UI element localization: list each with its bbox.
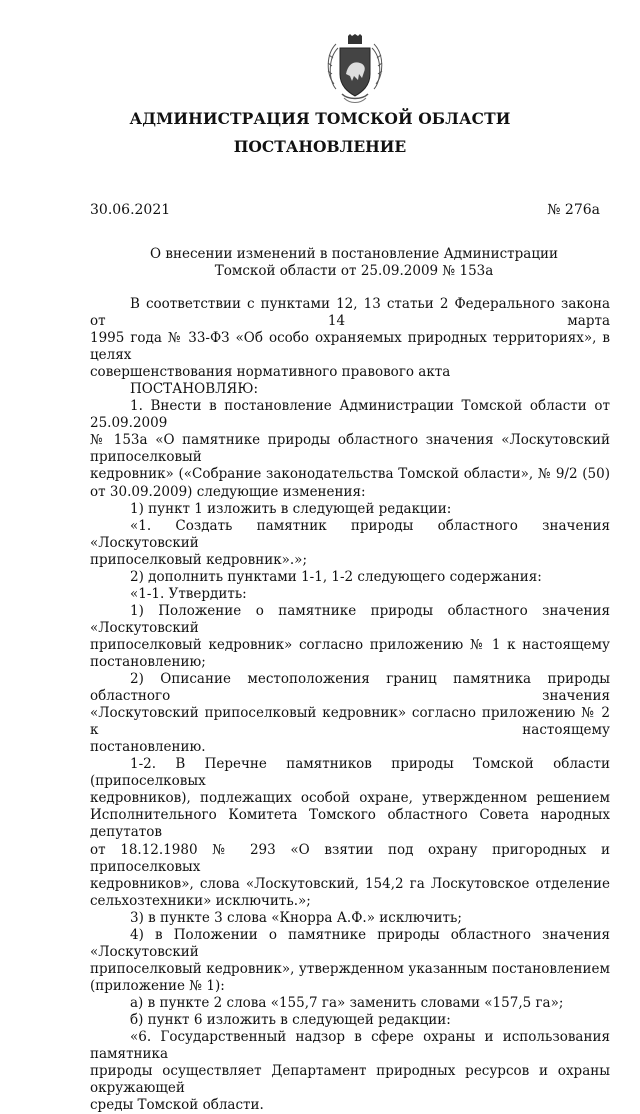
body-line: 1) пункт 1 изложить в следующей редакции:: [130, 500, 452, 517]
body-line: припоселковый кедровник» согласно приложению № 1 к настоящему постановлению;: [90, 636, 610, 670]
body-line: природы осуществляет Департамент природных ресурсов и охраны окружающей: [90, 1063, 610, 1097]
body-line: сельхозтехники» исключить.»;: [90, 892, 311, 909]
organization-title: АДМИНИСТРАЦИЯ ТОМСКОЙ ОБЛАСТИ: [129, 109, 511, 128]
document-type: ПОСТАНОВЛЕНИЕ: [233, 137, 407, 156]
body-line: 2) Описание местоположения границ памятника природы областного значения: [90, 671, 610, 705]
body-line: 1995 года № 33-ФЗ «Об особо охраняемых природных территориях», в целях: [90, 330, 610, 364]
body-line: кедровников), подлежащих особой охране, утвержденном решением: [90, 790, 610, 807]
document-number: № 276а: [547, 202, 600, 218]
body-line: Исполнительного Комитета Томского областного Совета народных депутатов: [90, 807, 610, 841]
body-line: 1-2. В Перечне памятников природы Томской области (припоселковых: [90, 756, 610, 790]
subject-line: Томской области от 25.09.2009 № 153а: [214, 263, 494, 279]
document-body: [90, 296, 610, 1114]
coat-of-arms-emblem: [322, 34, 388, 106]
body-line: кедровников», слова «Лоскутовский, 154,2 га Лоскутовское отделение: [90, 875, 610, 892]
body-line: «1. Создать памятник природы областного значения «Лоскутовский: [90, 517, 610, 551]
body-line: 1. Внести в постановление Администрации Томской области от 25.09.2009: [90, 398, 610, 432]
document-date: 30.06.2021: [90, 202, 171, 218]
body-line: кедровник» («Собрание законодательства Томской области», № 9/2 (50): [90, 466, 610, 483]
document-subject: [0, 246, 640, 280]
body-line: «1-1. Утвердить:: [130, 585, 247, 602]
body-line: припоселковый кедровник».»;: [90, 551, 307, 568]
body-line: № 153а «О памятнике природы областного значения «Лоскутовский припоселковый: [90, 432, 610, 466]
body-line: «6. Государственный надзор в сфере охраны и использования памятника: [90, 1029, 610, 1063]
body-line: от 30.09.2009) следующие изменения:: [90, 483, 366, 500]
body-line: среды Томской области.: [90, 1097, 264, 1114]
subject-line: О внесении изменений в постановление Администрации: [150, 246, 558, 262]
body-line: В соответствии с пунктами 12, 13 статьи 2 Федерального закона от 14 марта: [90, 296, 610, 330]
body-line: совершенствования нормативного правового акта: [90, 364, 451, 381]
body-line: припоселковый кедровник», утвержденном указанным постановлением: [90, 960, 610, 977]
body-line: 1) Положение о памятнике природы областного значения «Лоскутовский: [90, 602, 610, 636]
body-line: 2) дополнить пунктами 1-1, 1-2 следующего содержания:: [130, 568, 542, 585]
body-line: б) пункт 6 изложить в следующей редакции:: [130, 1011, 451, 1028]
decree-word: ПОСТАНОВЛЯЮ:: [130, 381, 258, 398]
body-line: от 18.12.1980 № 293 «О взятии под охрану пригородных и припоселковых: [90, 841, 610, 875]
body-line: «Лоскутовский припоселковый кедровник» согласно приложению № 2 к настоящему: [90, 705, 610, 739]
body-line: а) в пункте 2 слова «155,7 га» заменить словами «157,5 га»;: [130, 994, 564, 1011]
body-line: (приложение № 1):: [90, 977, 225, 994]
body-line: 3) в пункте 3 слова «Кнорра А.Ф.» исключить;: [130, 909, 462, 926]
body-line: постановлению.: [90, 739, 206, 756]
body-line: 4) в Положении о памятнике природы областного значения «Лоскутовский: [90, 926, 610, 960]
